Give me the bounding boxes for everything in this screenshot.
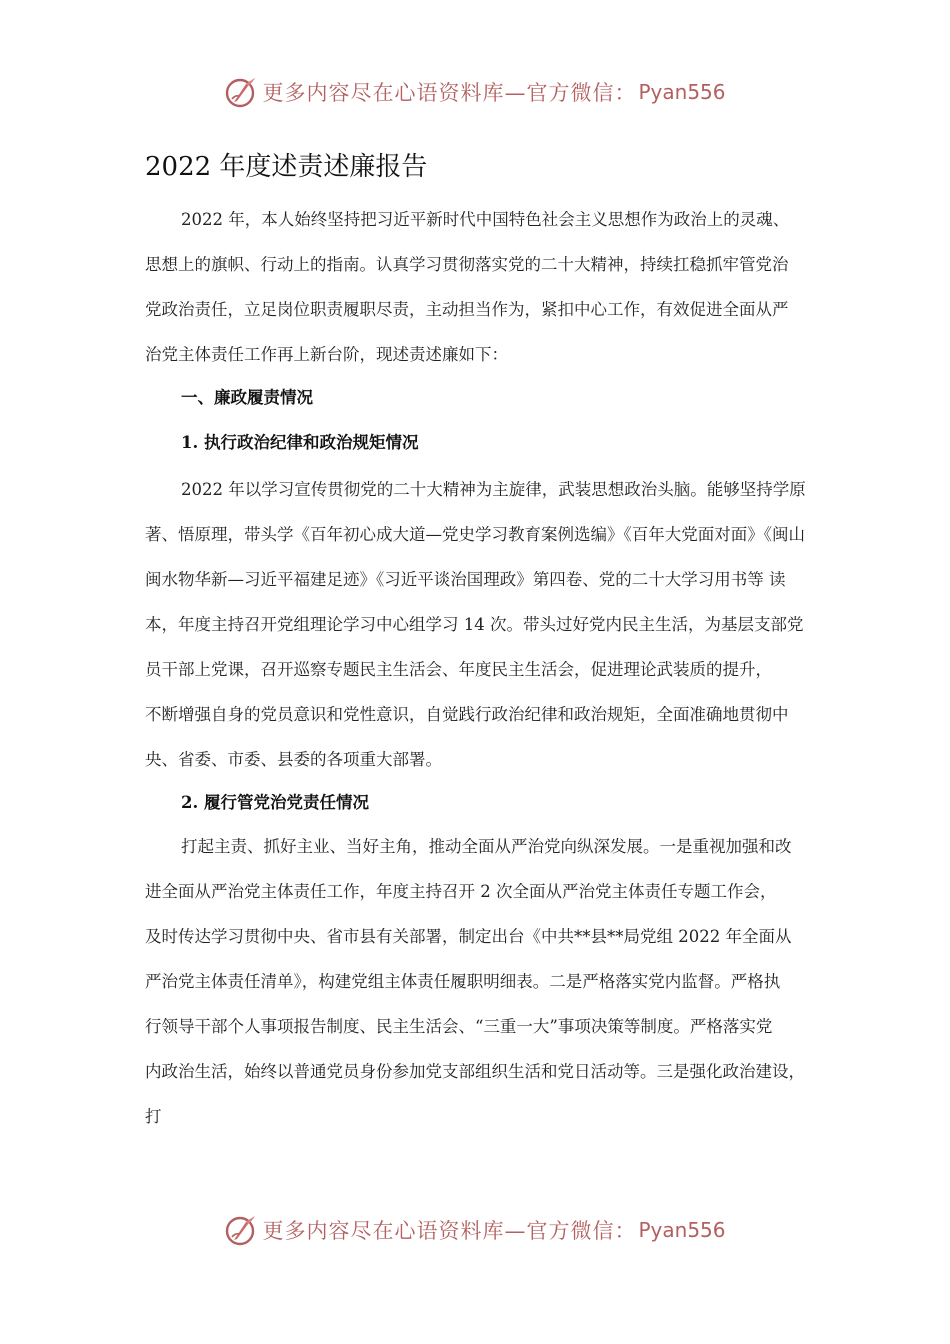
watermark-banner-top <box>0 72 950 112</box>
watermark-banner-bottom <box>0 1210 950 1250</box>
quill-pen-logo-icon <box>224 75 258 109</box>
quill-pen-logo-icon <box>224 1213 258 1247</box>
paragraph-line: 2022 年以学习宣传贯彻党的二十大精神为主旋律，武装思想政治头脑。能够坚持学原 <box>181 480 806 499</box>
page-title: 2022 年度述责述廉报告 <box>145 152 428 182</box>
paragraph-line: 员干部上党课，召开巡察专题民主生活会、年度民主生活会，促进理论武装质的提升， <box>145 660 772 679</box>
paragraph-line: 进全面从严治党主体责任工作，年度主持召开 2 次全面从严治党主体责任专题工作会， <box>145 882 777 901</box>
paragraph-line: 治党主体责任工作再上新台阶，现述责述廉如下： <box>145 345 508 364</box>
subsection-heading-1: 1. 执行政治纪律和政治规矩情况 <box>181 433 419 452</box>
watermark-wechat-id: Pyan556 <box>638 1218 726 1242</box>
watermark-wechat-id: Pyan556 <box>638 80 726 104</box>
paragraph-line: 内政治生活，始终以普通党员身份参加党支部组织生活和党日活动等。三是强化政治建设， <box>145 1062 805 1081</box>
paragraph-line: 本，年度主持召开党组理论学习中心组学习 14 次。带头过好党内民主生活，为基层支部党 <box>145 615 804 634</box>
paragraph-line: 闽水物华新—习近平福建足迹》《习近平谈治国理政》第四卷、党的二十大学习用书等 读 <box>145 570 786 589</box>
paragraph-line: 著、悟原理，带头学《百年初心成大道—党史学习教育案例选编》《百年大党面对面》《闽山 <box>145 525 805 544</box>
paragraph-line: 及时传达学习贯彻中央、省市县有关部署，制定出台《中共**县**局党组 2022 年全面从 <box>145 927 792 946</box>
paragraph-line: 严治党主体责任清单》，构建党组主体责任履职明细表。二是严格落实党内监督。严格执 <box>145 972 781 991</box>
paragraph-line: 2022 年，本人始终坚持把习近平新时代中国特色社会主义思想作为政治上的灵魂、 <box>181 210 790 229</box>
paragraph-line: 思想上的旗帜、行动上的指南。认真学习贯彻落实党的二十大精神，持续扛稳抓牢管党治 <box>145 255 789 274</box>
subsection-1-paragraph <box>145 467 825 782</box>
paragraph-line: 不断增强自身的党员意识和党性意识，自觉践行政治纪律和政治规矩，全面准确地贯彻中 <box>145 705 789 724</box>
watermark-text: 更多内容尽在心语资料库—官方微信： <box>262 1219 637 1243</box>
section-heading: 一、廉政履责情况 <box>181 388 313 407</box>
paragraph-line: 党政治责任，立足岗位职责履职尽责，主动担当作为，紧扣中心工作，有效促进全面从严 <box>145 300 789 319</box>
paragraph-line: 打起主责、抓好主业、当好主角，推动全面从严治党向纵深发展。一是重视加强和改 <box>181 837 792 856</box>
paragraph-line: 打 <box>145 1107 162 1126</box>
watermark-text: 更多内容尽在心语资料库—官方微信： <box>262 81 637 105</box>
subsection-2-paragraph <box>145 824 825 1139</box>
intro-paragraph <box>145 197 825 377</box>
paragraph-line: 行领导干部个人事项报告制度、民主生活会、“三重一大”事项决策等制度。严格落实党 <box>145 1017 773 1036</box>
subsection-heading-2: 2. 履行管党治党责任情况 <box>181 793 369 812</box>
paragraph-line: 央、省委、市委、县委的各项重大部署。 <box>145 750 442 769</box>
